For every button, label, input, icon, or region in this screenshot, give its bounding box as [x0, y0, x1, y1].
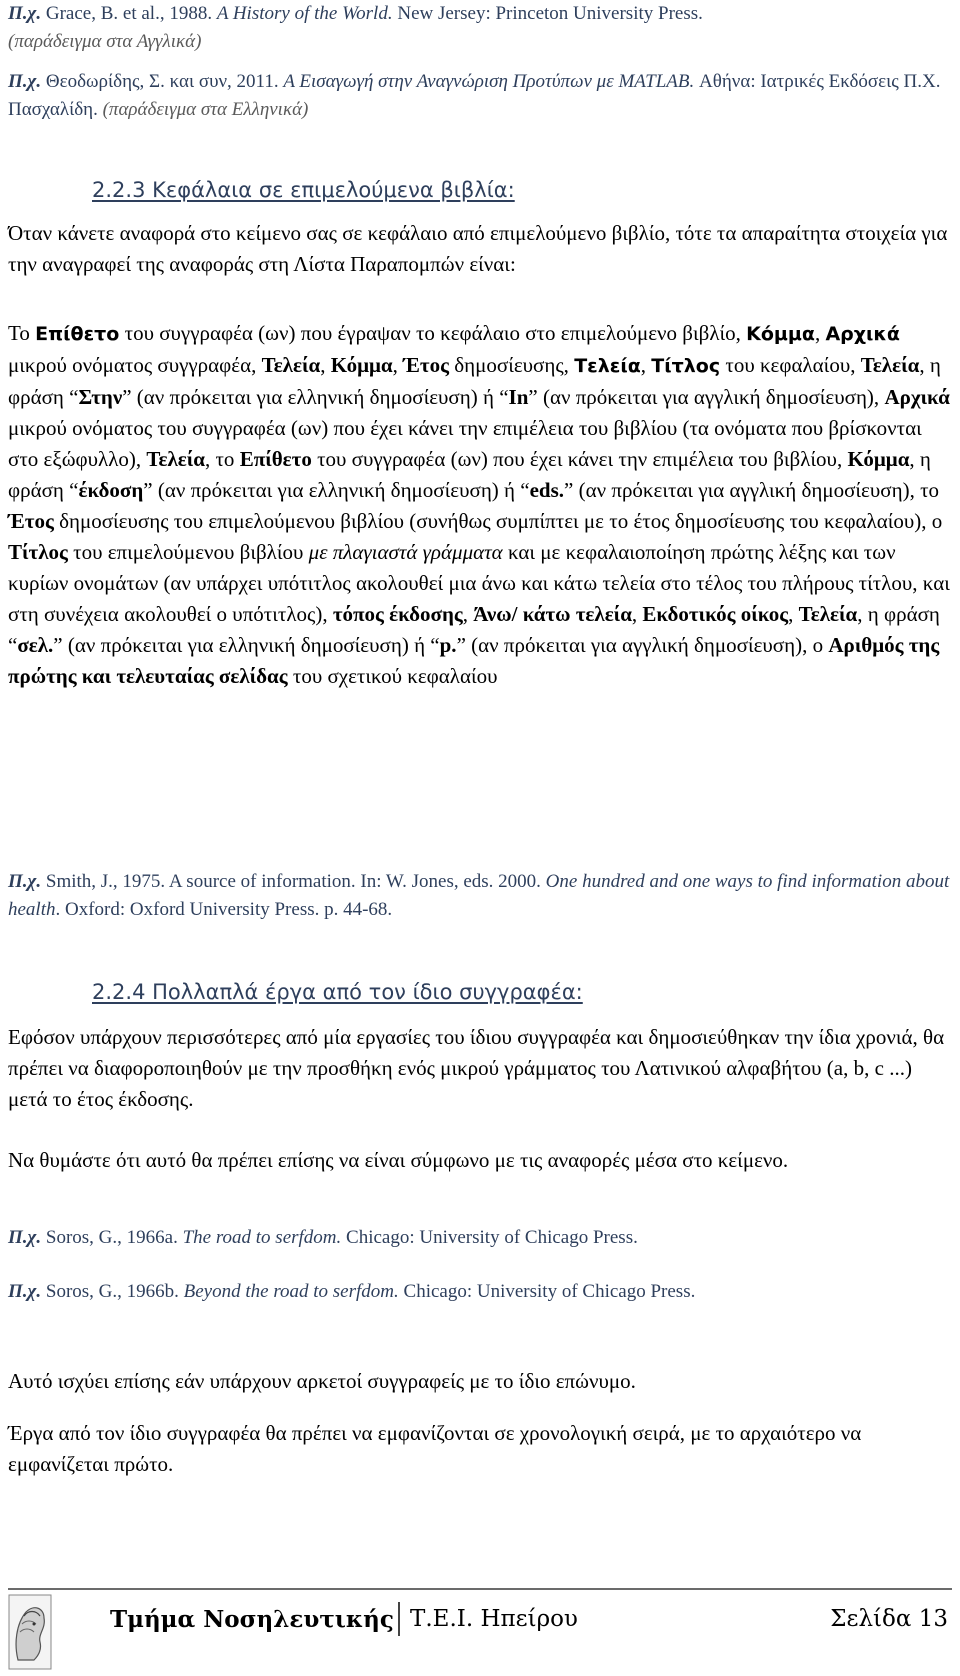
- text-run: ” (αν πρόκειται για ελληνική δημοσίευση) ή “: [53, 633, 440, 657]
- bold-term: Τελεία: [261, 353, 321, 377]
- text-run: ,: [631, 602, 643, 626]
- bold-term: τόπος έκδοσης: [332, 602, 463, 626]
- reference-authors: Grace, B. et al., 1988.: [41, 3, 217, 24]
- reminder-paragraph: [8, 1145, 952, 1176]
- example-prefix: Π.χ.: [8, 871, 42, 892]
- text-run: ,: [814, 321, 826, 345]
- bold-term: Έτος: [403, 353, 449, 377]
- example-title: Beyond the road to serfdom.: [183, 1281, 399, 1302]
- paragraph: Εφόσον υπάρχουν περισσότερες από μία εργασίες του ίδιου συγγραφέα και δημοσιεύθηκαν την ίδια χρονιά, θα πρέπει να διαφοροποιηθούν με την προσθήκη ενός μικρού γράμματος του Λατινικού αλφαβήτου (a, b, c ...) μετά το έτος έκδοσης.: [8, 1025, 945, 1111]
- same-surname-paragraph: [8, 1366, 952, 1397]
- example-authors: Soros, G., 1966b.: [41, 1281, 184, 1302]
- multiple-works-paragraph: [8, 1022, 952, 1115]
- section-intro: [8, 218, 952, 280]
- reference-example-greek: [8, 68, 952, 124]
- rules-paragraph: [8, 318, 952, 692]
- text-run: ” (αν πρόκειται για αγγλική δημοσίευση), το: [564, 478, 940, 502]
- text-run: του επιμελούμενου βιβλίου: [67, 540, 309, 564]
- text-run: ” (αν πρόκειται για ελληνική δημοσίευση) ή “: [143, 478, 530, 502]
- footer-page-number: Σελίδα 13: [830, 1606, 948, 1632]
- example-prefix: Π.χ.: [8, 1227, 42, 1248]
- bold-term: p.: [439, 633, 457, 657]
- footer-rule: [8, 1588, 952, 1590]
- text-run: και με κεφαλαιοποίηση πρώτης λέξης και των κυρίων ονομάτων (αν υπάρχει υπότιτλος ακολουθεί μια άνω και κάτω τελεία στο τέλος του πλήρους τίτλου, και στη συνέχεια ακολουθεί ο υπότιτλος),: [8, 540, 950, 626]
- text-run: του κεφαλαίου,: [720, 353, 861, 377]
- example-prefix: Π.χ.: [8, 3, 42, 24]
- text-run: του σχετικού κεφαλαίου: [287, 664, 498, 688]
- bold-term: Αριθμός της πρώτης και τελευταίας σελίδας: [8, 633, 940, 688]
- text-run: του συγγραφέα (ων) που έγραψαν το κεφάλαιο στο επιμελούμενο βιβλίο,: [119, 321, 747, 345]
- reference-publisher: Αθήνα: Ιατρικές Εκδόσεις Π.Χ. Πασχαλίδη.: [8, 71, 941, 120]
- text-run: ,: [788, 602, 799, 626]
- text-run: , η φράση “: [8, 353, 941, 409]
- text-run: του συγγραφέα (ων) που έχει κάνει την επιμέλεια του βιβλίου,: [311, 447, 848, 471]
- paragraph: Αυτό ισχύει επίσης εάν υπάρχουν αρκετοί συγγραφείς με το ίδιο επώνυμο.: [8, 1369, 636, 1393]
- example-prefix: Π.χ.: [8, 1281, 42, 1302]
- example-prefix: Π.χ.: [8, 71, 42, 92]
- example-authors: Soros, G., 1966a.: [41, 1227, 183, 1248]
- bold-term: eds.: [529, 478, 565, 502]
- bold-term: Αρχικά: [825, 323, 900, 345]
- text-run: δημοσίευσης,: [448, 353, 575, 377]
- text-run: μικρού ονόματος συγγραφέα,: [8, 353, 262, 377]
- bold-term: Τίτλος: [651, 355, 721, 377]
- footer-department: Τμήμα Νοσηλευτικής: [110, 1606, 394, 1633]
- reference-title: A History of the World.: [216, 3, 393, 24]
- example-book-title: One hundred and one ways to find information about health: [8, 871, 950, 920]
- text-run: ,: [462, 602, 474, 626]
- text-run: μικρού ονόματος του συγγραφέα (ων) που έχει κάνει την επιμέλεια του βιβλίου (τα ονόματα που βρίσκονται στο εξώφυλλο),: [8, 416, 922, 471]
- bold-term: Τελεία: [574, 355, 641, 377]
- text-run: ” (αν πρόκειται για αγγλική δημοσίευση), ο: [456, 633, 829, 657]
- bold-term: Άνω/ κάτω τελεία: [473, 602, 632, 626]
- text-run: δημοσίευσης του επιμελούμενου βιβλίου (συνήθως συμπίπτει με το έτος δημοσίευσης του κεφαλαίου), ο: [53, 509, 943, 533]
- bold-term: Κόμμα: [330, 353, 393, 377]
- bold-term: σελ.: [17, 633, 54, 657]
- bold-term: Εκδοτικός οίκος: [642, 602, 789, 626]
- text-run: , η φράση “: [8, 602, 940, 657]
- chapter-reference-example: [8, 868, 952, 924]
- example-soros-a: [8, 1224, 952, 1252]
- bold-term: Τελεία: [860, 353, 920, 377]
- bold-term: Τελεία: [798, 602, 858, 626]
- example-text: Smith, J., 1975. A source of information. In: W. Jones, eds. 2000.: [41, 871, 546, 892]
- paragraph: Να θυμάστε ότι αυτό θα πρέπει επίσης να είναι σύμφωνο με τις αναφορές μέσα στο κείμενο.: [8, 1148, 789, 1172]
- footer-institution: Τ.Ε.Ι. Ηπείρου: [410, 1606, 578, 1632]
- reference-title: Α Εισαγωγή στην Αναγνώριση Προτύπων με MATLAB.: [283, 71, 695, 92]
- bold-term: Επίθετο: [35, 323, 120, 345]
- bold-term: Τίτλος: [8, 540, 68, 564]
- footer-separator: [398, 1602, 400, 1636]
- text-run: ,: [320, 353, 331, 377]
- example-rest: Chicago: University of Chicago Press.: [398, 1281, 696, 1302]
- text-run: Το: [8, 321, 36, 345]
- text-run: , το: [204, 447, 240, 471]
- example-rest: . Oxford: Oxford University Press. p. 44-68.: [55, 899, 393, 920]
- bold-term: Τελεία: [146, 447, 205, 471]
- reference-publisher: New Jersey: Princeton University Press.: [392, 3, 703, 24]
- ancient-head-logo-icon: [8, 1594, 52, 1670]
- example-soros-b: [8, 1278, 952, 1306]
- reference-example-english: [8, 0, 952, 56]
- reference-note: (παράδειγμα στα Αγγλικά): [8, 31, 202, 52]
- section-heading-2-2-3: 2.2.3 Κεφάλαια σε επιμελούμενα βιβλία:: [92, 178, 515, 202]
- paragraph: Έργα από τον ίδιο συγγραφέα θα πρέπει να εμφανίζονται σε χρονολογική σειρά, με το αρχαιότερο να εμφανίζεται πρώτο.: [8, 1421, 862, 1476]
- text-run: ” (αν πρόκειται για ελληνική δημοσίευση) ή “: [122, 385, 509, 409]
- example-title: The road to serfdom.: [182, 1227, 342, 1248]
- bold-term: Επίθετο: [239, 447, 312, 471]
- text-run: ” (αν πρόκειται για αγγλική δημοσίευση),: [528, 385, 885, 409]
- intro-paragraph: Όταν κάνετε αναφορά στο κείμενο σας σε κεφάλαιο από επιμελούμενο βιβλίο, τότε τα απαραίτητα στοιχεία για την αναγραφεί της αναφοράς στη Λίστα Παραπομπών είναι:: [8, 221, 948, 276]
- bold-term: In: [508, 385, 529, 409]
- reference-authors: Θεοδωρίδης, Σ. και συν, 2011.: [41, 71, 284, 92]
- bold-term: Κόμμα: [746, 323, 815, 345]
- bold-term: Αρχικά: [884, 385, 950, 409]
- bold-term: Έτος: [8, 509, 54, 533]
- text-run: , η φράση “: [8, 447, 931, 502]
- bold-term: Στην: [78, 385, 123, 409]
- bold-term: έκδοση: [78, 478, 144, 502]
- italic-phrase: με πλαγιαστά γράμματα: [308, 540, 503, 564]
- bold-term: Κόμμα: [847, 447, 910, 471]
- text-run: ,: [392, 353, 404, 377]
- text-run: ,: [640, 353, 652, 377]
- section-heading-2-2-4: 2.2.4 Πολλαπλά έργα από τον ίδιο συγγραφέα:: [92, 980, 583, 1004]
- chapter-reference-rules: [8, 318, 952, 692]
- example-rest: Chicago: University of Chicago Press.: [341, 1227, 638, 1248]
- reference-note: (παράδειγμα στα Ελληνικά): [102, 99, 309, 120]
- chronological-order-paragraph: [8, 1418, 952, 1480]
